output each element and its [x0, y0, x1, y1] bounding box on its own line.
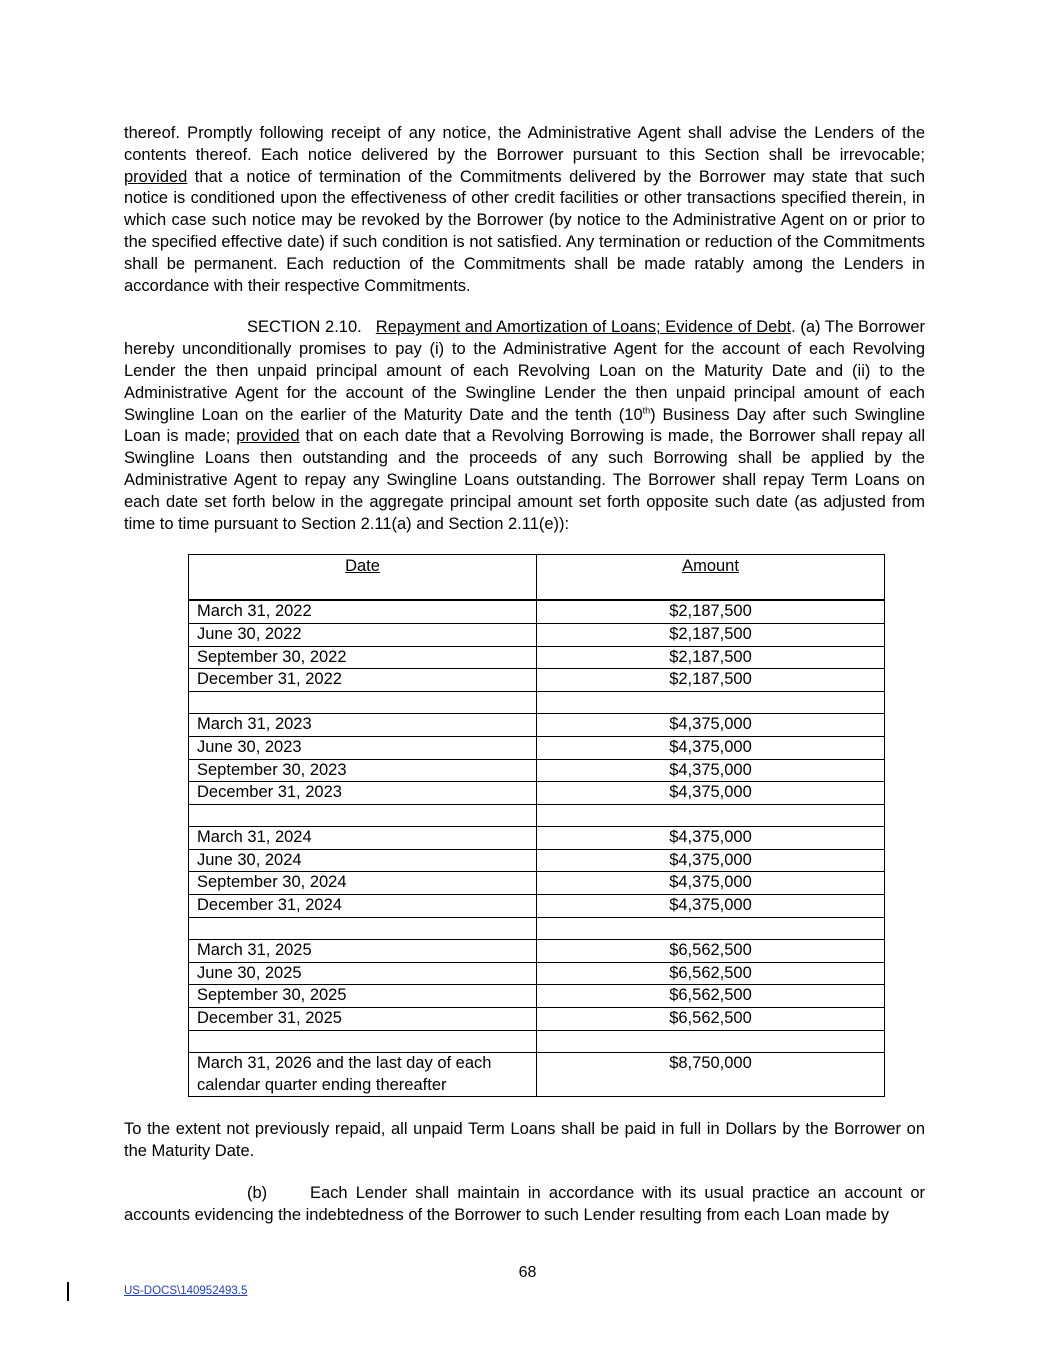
text-run: thereof. Promptly following receipt of any notice, the Administrative Agent shall advise the Lenders of the contents thereof. Each notice delivered by the Borrower pursuant to this Section shall be irrevocable;: [124, 124, 925, 164]
final-date-line2: calendar quarter ending thereafter: [197, 1075, 447, 1094]
text-run: that on each date that a Revolving Borrowing is made, the Borrower shall repay all Swingline Loans then outstanding and the proceeds of any such Borrowing shall be applied by the Administrative Agent to repay any Swingline Loans outstanding. The Borrower shall repay Term Loans on each date set forth below in the aggregate principal amount set forth opposite such date (as adjusted from time to time pursuant to Section 2.11(a) and Section 2.11(e)):: [124, 427, 926, 533]
table-row: [189, 849, 885, 872]
page-number: 68: [518, 1264, 537, 1281]
table-row: [189, 736, 885, 759]
provided-term: provided: [236, 427, 300, 446]
date-cell: [189, 691, 537, 714]
text-run: To the extent not previously repaid, all unpaid Term Loans shall be paid in full in Dollars by the Borrower on the Maturity Date.: [124, 1120, 925, 1161]
clause-label: (b): [247, 1184, 268, 1202]
table-row: [189, 872, 885, 895]
amount-cell: $4,375,000: [537, 736, 885, 759]
date-cell: March 31, 2022: [189, 600, 537, 623]
text-run: . (a) The Borrower hereby unconditionally promises to pay (i) to the Administrative Agent for the account of each Revolving Lender the then unpaid principal amount of each Revolving Loan on the Maturity Date and (ii) to the Administrative Agent for the account of the Swingline Lender the then unpaid principal amount of each Swingline Loan on the earlier of the Maturity Date and the tenth (10: [124, 318, 925, 424]
date-cell: June 30, 2025: [189, 962, 537, 985]
date-cell: June 30, 2024: [189, 849, 537, 872]
table-row: [189, 985, 885, 1008]
amount-cell: $4,375,000: [537, 714, 885, 737]
date-cell: March 31, 2025: [189, 940, 537, 963]
table-row: [189, 917, 885, 940]
document-id-link[interactable]: US-DOCS\140952493.5: [124, 1285, 248, 1297]
date-cell: September 30, 2024: [189, 872, 537, 895]
final-amount-cell: $8,750,000: [537, 1053, 885, 1097]
amount-cell: $6,562,500: [537, 1008, 885, 1031]
paragraph-maturity: [124, 1119, 925, 1163]
paragraph-section-2-10: [124, 317, 925, 535]
date-cell: December 31, 2025: [189, 1008, 537, 1031]
document-page: [124, 123, 925, 1227]
date-cell: [189, 1030, 537, 1053]
table-row: [189, 827, 885, 850]
table-row: [189, 646, 885, 669]
date-cell: December 31, 2024: [189, 895, 537, 918]
final-date-cell: [189, 1053, 537, 1097]
amount-cell: [537, 917, 885, 940]
amount-cell: $4,375,000: [537, 895, 885, 918]
table-row: [189, 600, 885, 623]
date-cell: June 30, 2022: [189, 623, 537, 646]
amount-cell: $2,187,500: [537, 669, 885, 692]
amount-cell: $4,375,000: [537, 849, 885, 872]
date-cell: September 30, 2022: [189, 646, 537, 669]
date-cell: September 30, 2025: [189, 985, 537, 1008]
amount-cell: $2,187,500: [537, 623, 885, 646]
header-amount: Amount: [682, 557, 739, 576]
amount-cell: [537, 804, 885, 827]
date-cell: June 30, 2023: [189, 736, 537, 759]
amount-cell: $4,375,000: [537, 827, 885, 850]
date-cell: [189, 917, 537, 940]
table-row: [189, 1030, 885, 1053]
table-row: [189, 669, 885, 692]
table-row: [189, 759, 885, 782]
section-number: SECTION 2.10.: [247, 318, 362, 337]
superscript: th: [642, 405, 651, 416]
text-run: ) Business Day after such Swingline Loan is made;: [124, 405, 925, 446]
amount-cell: $6,562,500: [537, 940, 885, 963]
amount-cell: $4,375,000: [537, 872, 885, 895]
amount-cell: $6,562,500: [537, 962, 885, 985]
amount-cell: $4,375,000: [537, 782, 885, 805]
provided-term: provided: [124, 167, 188, 186]
table-row: [189, 962, 885, 985]
date-cell: September 30, 2023: [189, 759, 537, 782]
amount-cell: [537, 691, 885, 714]
final-date-line1: March 31, 2026 and the last day of each: [197, 1054, 492, 1073]
amount-cell: [537, 1030, 885, 1053]
table-row: [189, 782, 885, 805]
table-row-final: [189, 1053, 885, 1097]
section-title: Repayment and Amortization of Loans; Evidence of Debt: [375, 318, 792, 337]
table-row: [189, 804, 885, 827]
table-row: [189, 714, 885, 737]
date-cell: March 31, 2024: [189, 827, 537, 850]
date-cell: December 31, 2022: [189, 669, 537, 692]
paragraph-notice: [124, 123, 925, 297]
table-header-row: [189, 555, 885, 601]
table-row: [189, 895, 885, 918]
table-row: [189, 940, 885, 963]
date-cell: December 31, 2023: [189, 782, 537, 805]
text-run: Each Lender shall maintain in accordance with its usual practice an account or accounts evidencing the indebtedness of the Borrower to such Lender resulting from each Loan made by: [124, 1184, 925, 1224]
date-cell: [189, 804, 537, 827]
table-body: [189, 600, 885, 1052]
text-run: that a notice of termination of the Commitments delivered by the Borrower may state that such notice is conditioned upon the effectiveness of other credit facilities or other transactions specified therein, in which case such notice may be revoked by the Borrower (by notice to the Administrative Agent on or prior to the specified effective date) if such condition is not satisfied. Any termination or reduction of the Commitments shall be permanent. Each reduction of the Commitments shall be made ratably among the Lenders in accordance with their respective Commitments.: [124, 167, 925, 295]
table-row: [189, 623, 885, 646]
amount-cell: $4,375,000: [537, 759, 885, 782]
header-date: Date: [345, 557, 380, 576]
change-bar: [67, 1282, 69, 1301]
date-cell: March 31, 2023: [189, 714, 537, 737]
paragraph-b: [124, 1183, 925, 1227]
table-row: [189, 691, 885, 714]
repayment-schedule-table: [188, 554, 885, 1097]
amount-cell: $2,187,500: [537, 646, 885, 669]
amount-cell: $2,187,500: [537, 600, 885, 623]
table-row: [189, 1008, 885, 1031]
amount-cell: $6,562,500: [537, 985, 885, 1008]
